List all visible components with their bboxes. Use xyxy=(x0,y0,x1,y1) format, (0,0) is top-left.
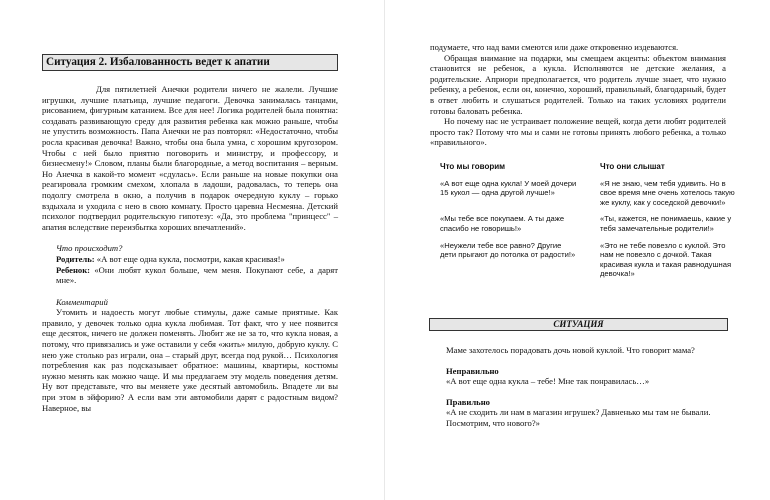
parent-speaker: Родитель: xyxy=(56,253,95,264)
wrong-text: «А вот еще одна кукла – тебе! Мне так понравилась…» xyxy=(446,376,650,387)
comment-paragraph: Утомить и надоесть могут любые стимулы, даже самые приятные. Как правило, у девочек только одна кукла любимая. Тот факт, что у нее появится еще десяток, ничего не должен поменять. Любит же не за то, что кукла новая, а потому, что привязались и уже оставили у себя «жить» милую, добрую куклу. С нею уже столько раз играли, она – старый друг, всегда под рукой… Психология потребления как раз подсказывает обратное: машины, квартиры, костюмы нужно менять как можно чаще. И мы предлагаем эту модель поведения детям. Ну вот представьте, что вы меняете уже десятый автомобиль. Впадете ли вы при этом в эйфорию? А если вам эти автомобили дарят с радостным видом? Наверное, вы xyxy=(42,307,338,413)
table-row xyxy=(440,214,738,233)
col-header-say: Что мы говорим xyxy=(440,162,506,171)
wrong-label: Неправильно xyxy=(446,365,499,376)
situation-heading: Ситуация 2. Избалованность ведет к апатии xyxy=(42,54,338,71)
child-speaker: Ребенок: xyxy=(56,264,91,275)
say-cell: «Мы тебе все покупаем. А ты даже спасибо не говоришь!» xyxy=(440,214,565,233)
parent-line xyxy=(42,254,338,265)
page-gutter xyxy=(384,0,385,500)
situation-block xyxy=(446,345,728,429)
hear-cell: «Я не знаю, чем тебя удивить. Но в свое время мне очень хотелось такую же куклу, как у соседской девочки!» xyxy=(600,178,735,207)
right-column xyxy=(430,42,726,148)
comment-label: Комментарий xyxy=(56,296,108,307)
say-cell: «Неужели тебе все равно? Другие дети прыгают до потолка от радости!» xyxy=(440,240,576,260)
situation-banner: СИТУАЦИЯ xyxy=(429,318,728,331)
left-column xyxy=(42,54,338,413)
what-happens-label: Что происходит? xyxy=(56,243,123,254)
situation-text: Маме захотелось порадовать дочь новой куклой. Что говорит мама? xyxy=(446,345,695,355)
table-header-row xyxy=(440,162,738,172)
col-header-hear: Что они слышат xyxy=(600,162,665,171)
child-line xyxy=(42,265,338,286)
right-label: Правильно xyxy=(446,396,490,407)
table-row xyxy=(440,241,738,279)
child-quote: «Они любят кукол больше, чем меня. Покупают себе, а дарят мне». xyxy=(56,264,338,286)
intro-paragraph: Для пятилетней Анечки родители ничего не жалели. Лучшие игрушки, лучшие платьица, лучшие педагоги. Девочка занималась танцами, рисованием, фигурным катанием. Все для нее! Логика родителей была понятна: создавать развивающую среду для развития ребенка как можно раньше, чтобы не упустить возможность. Папа Анечки не раз повторял: «Недостаточно, чтобы росла красивая девочка! Важно, чтобы она была умна, с хорошим кругозором. Чтобы с ней было приятно поговорить и министру, и профессору, и бизнесмену!» Словом, планы были благородные, а метод воспитания – верным. Но Анечка в какой-то момент «сдулась». Если раньше на новые покупки она реагировала громким смехом, хлопала в ладоши, радовалась, то теперь она подолгу смотрела в окно, а получив в подарок очередную куклу – горько вздыхала и уходила с нею в свою комнату. Просто царевна Несмеяна. Детский психолог подтвердил родительскую гипотезу: «Да, это проблема "принцесс" – апатия вследствие переизбытка хороших впечатлений». xyxy=(42,84,338,232)
say-cell: «А вот еще одна кукла! У моей дочери 15 кукол — одна другой лучше!» xyxy=(440,178,577,198)
hear-cell: «Это не тебе повезло с куклой. Это нам не повезло с дочкой. Такая красивая кукла и такая равнодушная девочка!» xyxy=(600,240,732,279)
say-hear-table xyxy=(440,162,738,286)
attention-paragraph: Обращая внимание на подарки, мы смещаем акценты: объектом внимания становится не ребенок, а кукла. Исполняются не детские желания, а родительские. Априори предполагается, что родитель лучше знает, что нужно ребенку, а ребенок, если он, конечно, хороший, правильный, благодарный, будет в ответ любить и слушаться родителей. Только на таких условиях родители готовы баловать ребенка. xyxy=(430,52,726,116)
parent-quote: «А вот еще одна кукла, посмотри, какая красивая!» xyxy=(94,253,285,264)
hear-cell: «Ты, кажется, не понимаешь, какие у тебя замечательные родители!» xyxy=(600,214,732,233)
table-row xyxy=(440,179,738,208)
why-paragraph: Но почему нас не устраивает положение вещей, когда дети любят родителей просто так? Потому что мы и сами не готовы принять любого ребенка, а только «правильного». xyxy=(430,116,726,148)
continued-paragraph: подумаете, что над вами смеются или даже откровенно издеваются. xyxy=(430,42,679,52)
right-text: «А не сходить ли нам в магазин игрушек? Давненько мы там не бывали. Посмотрим, что нового?» xyxy=(446,407,711,428)
